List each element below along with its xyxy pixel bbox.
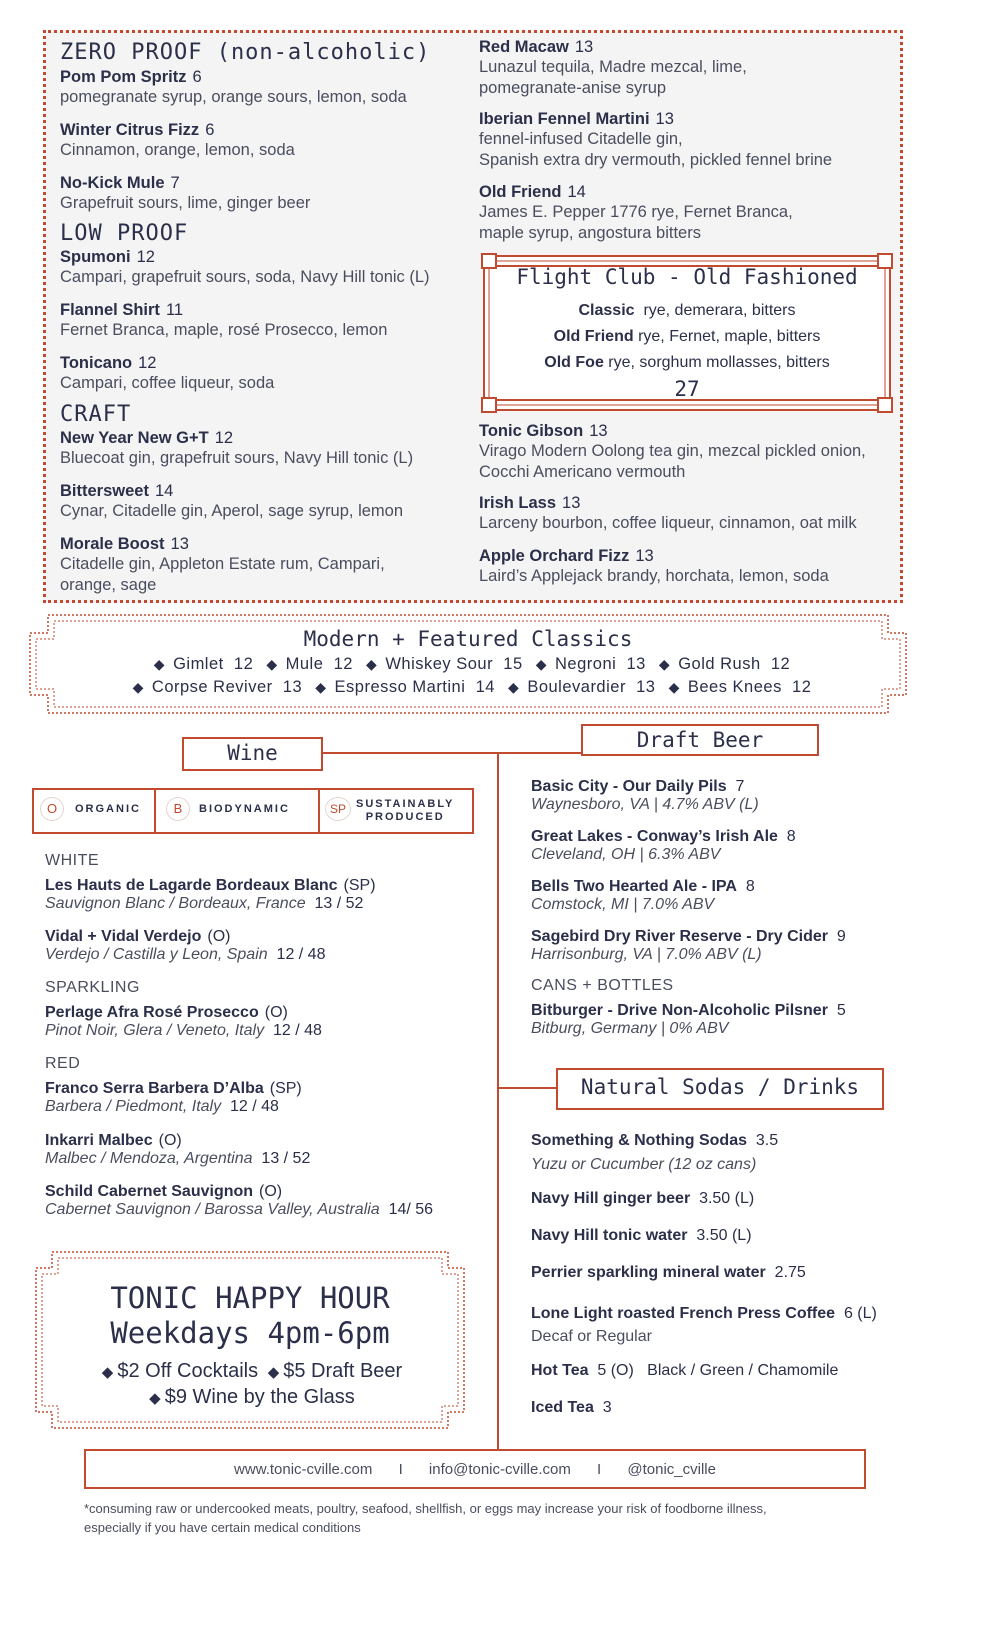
beer-name: Bells Two Hearted Ale - IPA — [531, 878, 737, 895]
classic-price: 13 — [636, 678, 656, 696]
item-desc: orange, sage — [60, 576, 157, 594]
diamond-icon: ◆ — [508, 679, 520, 695]
legend-label-line: PRODUCED — [365, 811, 445, 823]
classics-row-1 — [28, 655, 908, 674]
wine-name: Inkarri Malbec — [45, 1132, 153, 1149]
soda-price: 5 (O) — [597, 1362, 634, 1379]
diamond-icon: ◆ — [153, 656, 166, 672]
item-name: Bittersweet — [60, 482, 149, 500]
wine-name: Franco Serra Barbera D’Alba — [45, 1080, 264, 1097]
wine-tag: (O) — [158, 1132, 182, 1149]
classic-name: Mule — [285, 655, 324, 673]
wine-tag: (O) — [264, 1004, 288, 1021]
item-name: Tonicano — [60, 354, 133, 372]
social-link[interactable]: @tonic_cville — [627, 1461, 716, 1478]
item-name: Spumoni — [60, 248, 131, 266]
soda-item — [531, 1264, 806, 1282]
item-name: Red Macaw — [479, 38, 569, 56]
menu-item — [479, 547, 829, 587]
classics-title: Modern + Featured Classics — [303, 627, 633, 651]
soda-extra: Black / Green / Chamomile — [647, 1362, 839, 1379]
wine-name: Schild Cabernet Sauvignon — [45, 1183, 254, 1200]
diamond-icon: ◆ — [535, 656, 547, 672]
wine-category: SPARKLING — [45, 979, 140, 996]
wine-price: 12 / 48 — [272, 1022, 322, 1039]
legend-label: BIODYNAMIC — [199, 803, 290, 815]
flight-item-name: Old Foe — [544, 354, 604, 371]
flight-item-desc: rye, demerara, bitters — [643, 302, 796, 319]
menu-item — [60, 68, 407, 108]
wine-category: RED — [45, 1055, 81, 1072]
classic-price: 13 — [282, 678, 303, 696]
item-price: 14 — [154, 482, 174, 500]
item-name: Winter Citrus Fizz — [60, 121, 200, 139]
wine-name: Les Hauts de Lagarde Bordeaux Blanc — [45, 877, 338, 894]
divider-line — [497, 1087, 557, 1089]
website-link[interactable]: www.tonic-cville.com — [234, 1461, 373, 1478]
soda-price: 3.50 (L) — [696, 1227, 752, 1244]
low-proof-heading: LOW PROOF — [60, 221, 189, 246]
wine-price: 12 / 48 — [276, 946, 326, 963]
organic-badge: O — [40, 797, 64, 821]
item-name: Irish Lass — [479, 494, 557, 512]
beer-desc: Waynesboro, VA | 4.7% ABV (L) — [531, 796, 759, 813]
item-desc: Fernet Branca, maple, rosé Prosecco, lemon — [60, 321, 388, 339]
wine-category: WHITE — [45, 852, 100, 869]
item-desc: Grapefruit sours, lime, ginger beer — [60, 194, 311, 212]
classic-name: Negroni — [555, 655, 617, 673]
item-name: Iberian Fennel Martini — [479, 110, 650, 128]
classics-row-2 — [28, 678, 908, 697]
divider-line — [497, 752, 499, 1449]
menu-item — [60, 354, 274, 394]
item-desc: Laird’s Applejack brandy, horchata, lemon, soda — [479, 567, 829, 585]
wine-item — [45, 1183, 433, 1219]
wine-desc: Pinot Noir, Glera / Veneto, Italy — [45, 1022, 265, 1039]
disclaimer — [84, 1499, 767, 1537]
biodynamic-badge: B — [166, 797, 190, 821]
flight-item — [480, 302, 894, 320]
classic-price: 15 — [503, 655, 523, 673]
item-desc: Cocchi Americano vermouth — [479, 463, 686, 481]
wine-desc: Sauvignon Blanc / Bordeaux, France — [45, 895, 306, 912]
beer-desc: Bitburg, Germany | 0% ABV — [531, 1020, 729, 1037]
flight-club-title: Flight Club - Old Fashioned — [516, 265, 858, 289]
diamond-icon: ◆ — [366, 656, 378, 672]
beer-category: CANS + BOTTLES — [531, 977, 674, 994]
classic-price: 12 — [333, 655, 353, 673]
flight-price: 27 — [674, 377, 700, 401]
item-price: 14 — [567, 183, 586, 201]
wine-title: Wine — [227, 741, 278, 765]
wine-desc: Verdejo / Castilla y Leon, Spain — [45, 946, 268, 963]
wine-desc: Malbec / Mendoza, Argentina — [45, 1150, 253, 1167]
beer-item — [531, 928, 846, 964]
beer-name: Great Lakes - Conway’s Irish Ale — [531, 828, 778, 845]
beer-name: Sagebird Dry River Reserve - Dry Cider — [531, 928, 829, 945]
wine-price: 13 / 52 — [314, 895, 364, 912]
soda-price: 6 (L) — [843, 1305, 877, 1322]
item-price: 12 — [136, 248, 155, 266]
classic-name: Gold Rush — [678, 655, 761, 673]
beer-price: 5 — [836, 1002, 846, 1019]
menu-item — [60, 535, 385, 596]
menu-item — [60, 482, 403, 522]
menu-item — [479, 494, 857, 534]
item-desc: Spanish extra dry vermouth, pickled fennel brine — [479, 151, 833, 169]
item-desc: Larceny bourbon, coffee liqueur, cinnamon, oat milk — [479, 514, 857, 532]
beer-item — [531, 878, 755, 914]
item-name: Flannel Shirt — [60, 301, 160, 319]
soda-price: 2.75 — [774, 1264, 806, 1281]
wine-tag: (O) — [259, 1183, 283, 1200]
item-desc: Cynar, Citadelle gin, Aperol, sage syrup, lemon — [60, 502, 404, 520]
happy-hour-title: TONIC HAPPY HOUR — [110, 1281, 390, 1315]
craft-heading: CRAFT — [60, 402, 132, 427]
happy-hour-deals — [34, 1386, 466, 1409]
classic-name: Corpse Reviver — [151, 678, 273, 696]
deal-text: $5 Draft Beer — [283, 1360, 403, 1382]
diamond-icon: ◆ — [267, 1364, 280, 1381]
item-price: 13 — [574, 38, 594, 56]
legend-label — [356, 798, 454, 824]
item-price: 12 — [138, 354, 157, 372]
wine-price: 13 / 52 — [261, 1150, 311, 1167]
beer-price: 9 — [836, 928, 846, 945]
flight-item-name: Classic — [578, 302, 635, 319]
flight-item — [480, 354, 894, 372]
item-name: Tonic Gibson — [479, 422, 584, 440]
classic-name: Bees Knees — [687, 678, 782, 696]
wine-price: 14/ 56 — [388, 1201, 434, 1218]
item-price: 13 — [635, 547, 654, 565]
menu-item — [60, 301, 387, 341]
legend-label: ORGANIC — [75, 803, 141, 815]
email-link[interactable]: info@tonic-cville.com — [428, 1461, 571, 1478]
wine-item — [45, 1080, 302, 1116]
item-price: 6 — [205, 121, 215, 139]
divider-line — [322, 752, 582, 754]
beer-price: 8 — [745, 878, 755, 895]
wine-price: 12 / 48 — [229, 1098, 279, 1115]
soda-name: Iced Tea — [531, 1399, 594, 1416]
diamond-icon: ◆ — [658, 656, 671, 672]
item-desc: Bluecoat gin, grapefruit sours, Navy Hill tonic (L) — [60, 449, 414, 467]
item-name: Old Friend — [479, 183, 562, 201]
deal-text: $2 Off Cocktails — [117, 1360, 259, 1382]
soda-item — [531, 1302, 877, 1348]
beer-title: Draft Beer — [636, 728, 764, 752]
legend-divider — [154, 788, 156, 834]
item-price: 12 — [214, 429, 234, 447]
soda-desc: Decaf or Regular — [531, 1328, 652, 1345]
item-desc: pomegranate syrup, orange sours, lemon, soda — [60, 88, 407, 106]
soda-item — [531, 1399, 612, 1417]
zero-proof-heading: ZERO PROOF (non-alcoholic) — [60, 40, 431, 65]
soda-name: Hot Tea — [531, 1362, 589, 1379]
item-name: Morale Boost — [60, 535, 165, 553]
item-desc: maple syrup, angostura bitters — [479, 224, 701, 242]
beer-price: 7 — [735, 778, 745, 795]
soda-name: Navy Hill tonic water — [531, 1227, 688, 1244]
flight-item-desc: rye, Fernet, maple, bitters — [638, 328, 821, 345]
menu-item — [60, 429, 413, 469]
disclaimer-line: especially if you have certain medical conditions — [84, 1520, 361, 1535]
classic-price: 13 — [626, 655, 646, 673]
item-price: 13 — [589, 422, 608, 440]
classic-name: Espresso Martini — [334, 678, 466, 696]
soda-item — [531, 1190, 754, 1208]
diamond-icon: ◆ — [315, 679, 327, 695]
flight-item-desc: rye, sorghum mollasses, bitters — [608, 354, 830, 371]
beer-name: Bitburger - Drive Non-Alcoholic Pilsner — [531, 1002, 828, 1019]
item-desc: Campari, grapefruit sours, soda, Navy Hill tonic (L) — [60, 268, 430, 286]
soda-name: Something & Nothing Sodas — [531, 1132, 747, 1149]
soda-name: Lone Light roasted French Press Coffee — [531, 1305, 836, 1322]
wine-name: Vidal + Vidal Verdejo — [45, 928, 202, 945]
footer-links — [84, 1461, 866, 1478]
classic-name: Boulevardier — [527, 678, 626, 696]
menu-item — [60, 248, 430, 288]
wine-desc: Barbera / Piedmont, Italy — [45, 1098, 222, 1115]
menu-item — [479, 38, 747, 99]
beer-item — [531, 828, 796, 864]
diamond-icon: ◆ — [132, 679, 144, 695]
beer-item — [531, 1002, 846, 1038]
soda-name: Perrier sparkling mineral water — [531, 1264, 766, 1281]
flight-item — [480, 328, 894, 346]
item-desc: fennel-infused Citadelle gin, — [479, 130, 683, 148]
wine-item — [45, 877, 376, 913]
item-price: 7 — [170, 174, 180, 192]
item-name: No-Kick Mule — [60, 174, 165, 192]
legend-label-line: SUSTAINABLY — [356, 798, 455, 810]
classic-price: 14 — [475, 678, 495, 696]
item-desc: Lunazul tequila, Madre mezcal, lime, — [479, 58, 747, 76]
happy-hour-deals — [34, 1360, 466, 1383]
wine-item — [45, 1004, 322, 1040]
classic-name: Gimlet — [173, 655, 224, 673]
wine-tag: (SP) — [343, 877, 376, 894]
item-name: Apple Orchard Fizz — [479, 547, 630, 565]
diamond-icon: ◆ — [668, 679, 680, 695]
classic-price: 12 — [233, 655, 254, 673]
beer-item — [531, 778, 759, 814]
wine-item — [45, 928, 325, 964]
item-desc: James E. Pepper 1776 rye, Fernet Branca, — [479, 203, 793, 221]
footer-separator: I — [597, 1461, 602, 1478]
diamond-icon: ◆ — [266, 656, 278, 672]
soda-item — [531, 1362, 838, 1380]
item-price: 11 — [165, 301, 184, 319]
classic-price: 12 — [770, 655, 791, 673]
item-desc: Citadelle gin, Appleton Estate rum, Campari, — [60, 555, 385, 573]
item-name: New Year New G+T — [60, 429, 209, 447]
item-desc: pomegranate-anise syrup — [479, 79, 667, 97]
item-price: 6 — [192, 68, 202, 86]
footer-separator: I — [398, 1461, 403, 1478]
item-price: 13 — [655, 110, 674, 128]
item-desc: Campari, coffee liqueur, soda — [60, 374, 275, 392]
beer-price: 8 — [786, 828, 796, 845]
soda-item — [531, 1227, 752, 1245]
soda-price: 3 — [602, 1399, 612, 1416]
beer-desc: Comstock, MI | 7.0% ABV — [531, 896, 715, 913]
wine-item — [45, 1132, 310, 1168]
item-name: Pom Pom Spritz — [60, 68, 187, 86]
beer-name: Basic City - Our Daily Pils — [531, 778, 727, 795]
wine-tag: (O) — [207, 928, 231, 945]
diamond-icon: ◆ — [101, 1364, 114, 1381]
item-desc: Virago Modern Oolong tea gin, mezcal pickled onion, — [479, 442, 866, 460]
disclaimer-line: *consuming raw or undercooked meats, poultry, seafood, shellfish, or eggs may increase your risk of foodborne illness, — [84, 1501, 767, 1516]
diamond-icon: ◆ — [149, 1390, 161, 1407]
sustainable-badge: SP — [325, 797, 351, 821]
wine-name: Perlage Afra Rosé Prosecco — [45, 1004, 259, 1021]
menu-item — [60, 121, 295, 161]
happy-hour-times: Weekdays 4pm-6pm — [110, 1316, 390, 1350]
soda-name: Navy Hill ginger beer — [531, 1190, 691, 1207]
soda-item — [531, 1129, 778, 1177]
wine-desc: Cabernet Sauvignon / Barossa Valley, Australia — [45, 1201, 380, 1218]
beer-desc: Harrisonburg, VA | 7.0% ABV (L) — [531, 946, 762, 963]
deal-text: $9 Wine by the Glass — [164, 1386, 355, 1408]
item-price: 13 — [170, 535, 189, 553]
soda-price: 3.5 — [755, 1132, 779, 1149]
sodas-title: Natural Sodas / Drinks — [580, 1075, 860, 1099]
item-desc: Cinnamon, orange, lemon, soda — [60, 141, 295, 159]
menu-item — [60, 174, 310, 214]
flight-item-name: Old Friend — [553, 328, 634, 345]
menu-item — [479, 110, 832, 171]
soda-desc: Yuzu or Cucumber (12 oz cans) — [531, 1156, 757, 1173]
legend-divider — [318, 788, 320, 834]
item-price: 13 — [562, 494, 581, 512]
menu-item — [479, 183, 793, 244]
menu-item — [479, 422, 866, 483]
wine-tag: (SP) — [269, 1080, 302, 1097]
soda-price: 3.50 (L) — [699, 1190, 755, 1207]
beer-desc: Cleveland, OH | 6.3% ABV — [531, 846, 721, 863]
classic-price: 12 — [792, 678, 812, 696]
classic-name: Whiskey Sour — [385, 655, 494, 673]
